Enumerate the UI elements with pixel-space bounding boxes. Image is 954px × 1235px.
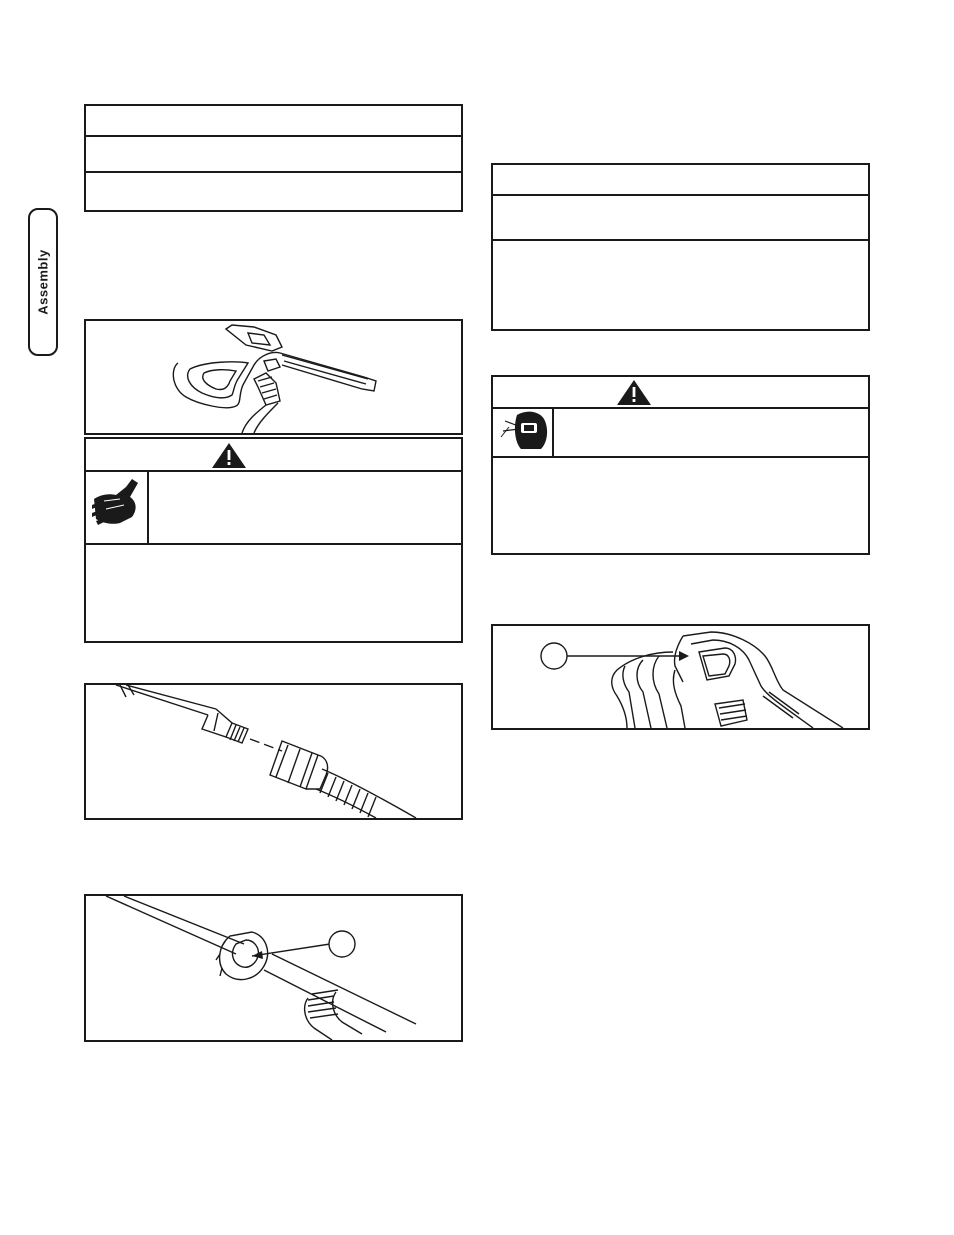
- nut-hose-illustration: [106, 896, 416, 1040]
- high-pressure-injection-icon: [92, 479, 138, 525]
- warning-box-eye-protection: [491, 375, 870, 555]
- figure-trigger-lock-callout: [491, 624, 870, 730]
- hose-fitting-illustration: [86, 685, 461, 818]
- figure-nut-callout: [84, 894, 463, 1042]
- figure-hose-fitting: [84, 683, 463, 820]
- section-tab-label: Assembly: [35, 249, 51, 315]
- figure-spray-gun-hose: [84, 319, 463, 435]
- section-tab-assembly: [28, 208, 58, 356]
- spray-gun-illustration: [86, 321, 461, 433]
- table-row-divider: [493, 239, 868, 241]
- warning-box-high-pressure: [84, 437, 463, 643]
- callout-circle: [329, 931, 355, 957]
- callout-circle: [541, 643, 567, 669]
- table-row-divider: [86, 171, 461, 173]
- eye-protection-icon: [501, 412, 547, 449]
- table-row-divider: [493, 194, 868, 196]
- warning-triangle-icon: [212, 443, 246, 468]
- callout-arrow: [252, 944, 330, 959]
- left-spec-table: [84, 104, 463, 212]
- trigger-gun-illustration: [612, 632, 843, 728]
- warning-triangle-icon: [617, 380, 651, 405]
- right-spec-table: [491, 163, 870, 331]
- table-row-divider: [86, 135, 461, 137]
